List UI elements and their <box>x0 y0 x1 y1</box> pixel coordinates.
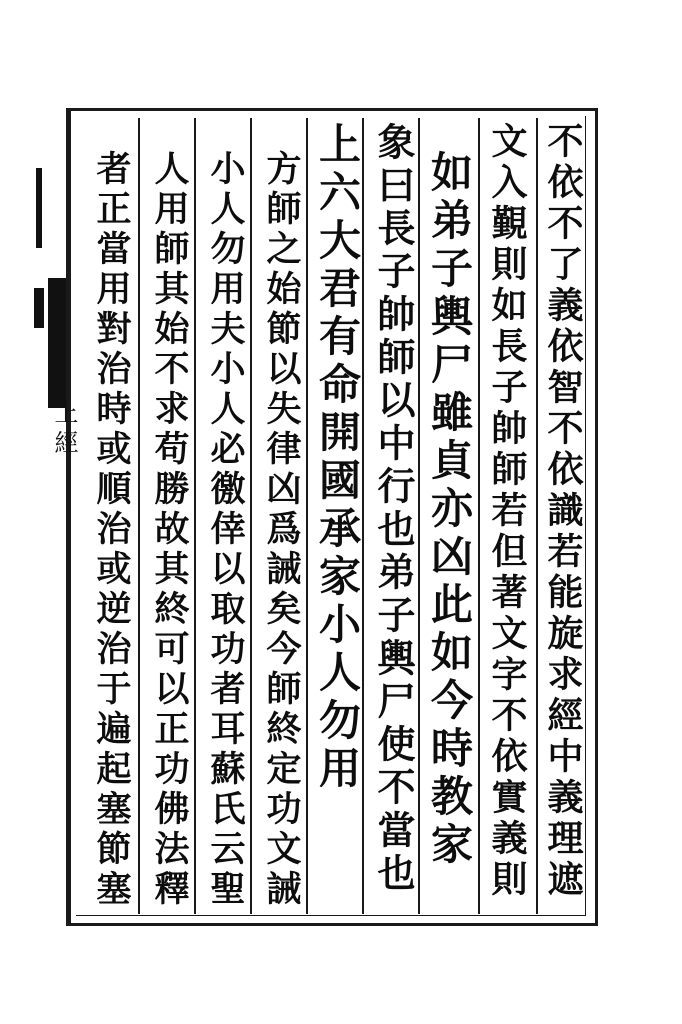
column-divider <box>138 118 140 914</box>
margin-mark <box>36 168 42 248</box>
text-column-8: 人用師其始不求苟勝故其終可以正功佛法釋 <box>149 150 190 910</box>
fishtail-mark <box>48 278 66 408</box>
margin-title: 上經 <box>50 400 78 460</box>
column-divider <box>250 118 252 914</box>
text-column-2: 文入覲則如長子帥師若但著文字不依實義則 <box>486 122 528 901</box>
text-column-6: 方師之始節以失律凶爲誡矣今師終定功文誡 <box>261 150 302 910</box>
margin-strip <box>30 108 70 926</box>
text-column-7: 小人勿用夫小人必徼倖以取功者耳蘇氏云聖 <box>205 150 246 910</box>
column-divider <box>306 118 308 914</box>
column-divider <box>478 118 480 914</box>
text-column-1: 不依不了義依智不依識若能旋求經中義理遮 <box>542 122 584 901</box>
column-divider <box>536 118 538 914</box>
text-column-9: 者正當用對治時或順治或逆治于遍起塞節塞 <box>91 150 132 910</box>
margin-mark <box>34 288 44 328</box>
text-column-3: 如弟子輿尸雖貞亦凶此如今時教家 <box>425 150 474 870</box>
column-divider <box>362 118 364 914</box>
column-divider <box>418 118 420 914</box>
column-divider <box>194 118 196 914</box>
text-column-5: 上六大君有命開國承家小人勿用 <box>313 122 362 794</box>
text-column-4: 象曰長子帥師以中行也弟子輿尸使不當也 <box>371 122 416 896</box>
